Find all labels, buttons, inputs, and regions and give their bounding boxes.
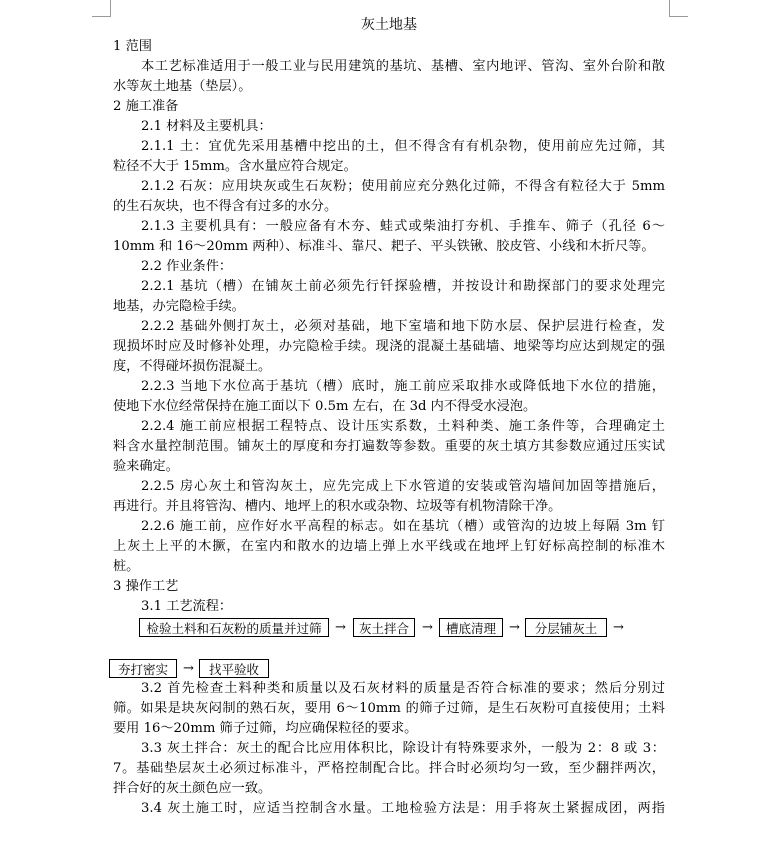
paragraph-line: 2.2.2 基础外侧打灰土，必须对基础，地下室墙和地下防水层、保护层进行检查，发 — [141, 319, 665, 334]
flow-step-mixing: 灰土拌合 — [353, 618, 415, 637]
paragraph-line: 10mm 和 16～20mm 两种）、标准斗、靠尺、耙子、平头铁锹、胶皮管、小线和木折尺等。 — [113, 239, 655, 254]
page-title: 灰土地基 — [361, 17, 417, 33]
paragraph-line: 粒径不大于 15mm。含水量应符合规定。 — [113, 159, 357, 174]
paragraph-line: 本工艺标准适用于一般工业与民用建筑的基坑、基槽、室内地评、管沟、室外台阶和散 — [141, 59, 665, 74]
paragraph-line: 使地下水位经常保持在施工面以下 0.5m 左右，在 3d 内不得受水浸泡。 — [113, 399, 537, 414]
subsection-heading: 2.1 材料及主要机具： — [141, 119, 272, 134]
paragraph-line: 2.1.3 主要机具有：一般应备有木夯、蛙式或柴油打夯机、手推车、筛子（孔径 6～ — [141, 219, 665, 234]
paragraph-line: 2.2.6 施工前，应作好水平高程的标志。如在基坑（槽）或管沟的边坡上每隔 3m 钉 — [141, 519, 665, 534]
paragraph-line: 料含水量控制范围。铺灰土的厚度和夯打遍数等参数。重要的灰土填方其参数应通过压实试 — [113, 439, 665, 454]
paragraph-line: 水等灰土地基（垫层）。 — [113, 79, 252, 94]
crop-mark-top-left — [92, 0, 111, 17]
flow-arrow-icon: → — [509, 620, 520, 635]
paragraph-line: 地基，办完隐检手续。 — [113, 299, 245, 314]
paragraph-line: 2.1.1 土：宜优先采用基槽中挖出的土，但不得含有有机杂物，使用前应先过筛，其 — [141, 139, 665, 154]
subsection-heading: 3.1 工艺流程： — [141, 599, 233, 614]
paragraph-line: 2.2.3 当地下水位高于基坑（槽）底时，施工前应采取排水或降低地下水位的措施， — [141, 379, 665, 394]
section-heading-3: 3 操作工艺 — [113, 579, 179, 594]
paragraph-line: 筛。如果是块灰闷制的熟石灰，要用 6～10mm 的筛子过筛，是生石灰粉可直接使用；土料 — [113, 701, 665, 716]
paragraph-line: 验来确定。 — [113, 459, 179, 474]
paragraph-line: 2.2.4 施工前应根据工程特点、设计压实系数，土料种类、施工条件等，合理确定土 — [141, 419, 665, 434]
flow-arrow-icon: → — [422, 620, 433, 635]
flow-arrow-icon: → — [335, 620, 346, 635]
paragraph-line: 现损坏时应及时修补处理，办完隐检手续。现浇的混凝土基础墙、地梁等均应达到规定的强 — [113, 339, 665, 354]
paragraph-line: 再进行。并且将管沟、槽内、地坪上的积水或杂物、垃圾等有机物清除干净。 — [113, 499, 562, 514]
paragraph-line: 2.1.2 石灰：应用块灰或生石灰粉；使用前应充分熟化过筛，不得含有粒径大于 5mm — [141, 179, 665, 194]
paragraph-line: 要用 16～20mm 筛子过筛，均应确保粒径的要求。 — [113, 721, 418, 736]
paragraph-line: 2.2.1 基坑（槽）在铺灰土前必须先行钎探验槽，并按设计和勘探部门的要求处理完 — [141, 279, 665, 294]
paragraph-line: 的生石灰块，也不得含有过多的水分。 — [113, 199, 338, 214]
flow-step-trench-cleaning: 槽底清理 — [439, 618, 503, 637]
flow-step-leveling-acceptance: 找平验收 — [199, 659, 269, 678]
crop-mark-top-right — [669, 0, 688, 17]
paragraph-line: 度，不得碰坏损伤混凝土。 — [113, 359, 272, 374]
paragraph-line: 拌合好的灰土颜色应一致。 — [113, 781, 272, 796]
paragraph-line: 7。基础垫层灰土必须过标准斗，严格控制配合比。拌合时必须均匀一致，至少翻拌两次， — [113, 761, 665, 776]
flow-step-layered-spreading: 分层铺灰土 — [525, 618, 607, 637]
flow-arrow-icon: → — [183, 661, 194, 676]
paragraph-line: 桩。 — [113, 559, 140, 574]
subsection-heading: 2.2 作业条件： — [141, 259, 233, 274]
flow-arrow-icon: → — [613, 620, 624, 635]
flow-step-compaction: 夯打密实 — [109, 659, 177, 678]
paragraph-line: 3.2 首先检查土料种类和质量以及石灰材料的质量是否符合标准的要求；然后分别过 — [141, 681, 665, 696]
paragraph-line: 2.2.5 房心灰土和管沟灰土，应先完成上下水管道的安装或管沟墙间加固等措施后， — [141, 479, 665, 494]
flow-step-inspect-materials: 检验土料和石灰粉的质量并过筛 — [139, 618, 329, 637]
process-flowchart — [113, 617, 665, 679]
paragraph-line: 3.4 灰土施工时，应适当控制含水量。工地检验方法是：用手将灰土紧握成团，两指 — [141, 801, 665, 816]
document-body — [113, 14, 665, 819]
paragraph-line: 上灰土上平的木撅，在室内和散水的边墙上弹上水平线或在地坪上钉好标高控制的标准木 — [113, 539, 665, 554]
section-heading-2: 2 施工准备 — [113, 99, 179, 114]
section-heading-1: 1 范围 — [113, 39, 152, 54]
paragraph-line: 3.3 灰土拌合：灰土的配合比应用体积比，除设计有特殊要求外，一般为 2：8 或 3： — [141, 741, 665, 756]
